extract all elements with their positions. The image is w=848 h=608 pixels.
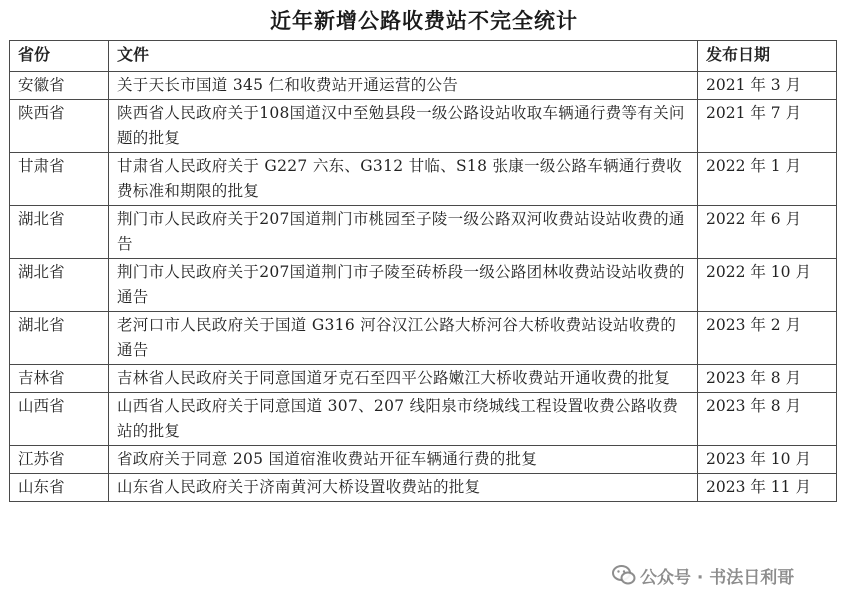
- document-cell: 关于天长市国道 345 仁和收费站开通运营的公告: [109, 72, 698, 100]
- date-cell: 2021 年 3 月: [698, 72, 837, 100]
- date-cell: 2023 年 10 月: [698, 446, 837, 474]
- document-cell: 山东省人民政府关于济南黄河大桥设置收费站的批复: [109, 474, 698, 502]
- toll-station-table: [9, 40, 837, 502]
- province-cell: 山东省: [10, 474, 109, 502]
- province-cell: 湖北省: [10, 259, 109, 312]
- document-cell: 山西省人民政府关于同意国道 307、207 线阳泉市绕城线工程设置收费公路收费站的批复: [109, 393, 698, 446]
- table-row: [10, 72, 837, 100]
- document-cell: 荆门市人民政府关于207国道荆门市桃园至子陵一级公路双河收费站设站收费的通告: [109, 206, 698, 259]
- province-cell: 湖北省: [10, 206, 109, 259]
- document-cell: 荆门市人民政府关于207国道荆门市子陵至砖桥段一级公路团林收费站设站收费的通告: [109, 259, 698, 312]
- watermark-text: 公众号 · 书法日利哥: [640, 567, 795, 588]
- table-row: [10, 474, 837, 502]
- province-cell: 江苏省: [10, 446, 109, 474]
- date-cell: 2021 年 7 月: [698, 100, 837, 153]
- date-cell: 2023 年 8 月: [698, 393, 837, 446]
- date-cell: 2023 年 11 月: [698, 474, 837, 502]
- table-title: 近年新增公路收费站不完全统计: [270, 9, 578, 33]
- province-cell: 安徽省: [10, 72, 109, 100]
- header-date: 发布日期: [698, 41, 837, 72]
- province-cell: 陕西省: [10, 100, 109, 153]
- wechat-official-account-icon: [612, 564, 636, 586]
- table-row: [10, 259, 837, 312]
- table-row: [10, 153, 837, 206]
- table-row: [10, 100, 837, 153]
- header-row: [10, 41, 837, 72]
- province-cell: 湖北省: [10, 312, 109, 365]
- header-document: 文件: [109, 41, 698, 72]
- watermark: [612, 562, 794, 588]
- date-cell: 2023 年 2 月: [698, 312, 837, 365]
- date-cell: 2022 年 1 月: [698, 153, 837, 206]
- date-cell: 2022 年 10 月: [698, 259, 837, 312]
- province-cell: 吉林省: [10, 365, 109, 393]
- table-row: [10, 206, 837, 259]
- header-province: 省份: [10, 41, 109, 72]
- date-cell: 2022 年 6 月: [698, 206, 837, 259]
- document-cell: 老河口市人民政府关于国道 G316 河谷汉江公路大桥河谷大桥收费站设站收费的通告: [109, 312, 698, 365]
- document-cell: 省政府关于同意 205 国道宿淮收费站开征车辆通行费的批复: [109, 446, 698, 474]
- document-cell: 陕西省人民政府关于108国道汉中至勉县段一级公路设站收取车辆通行费等有关问题的批复: [109, 100, 698, 153]
- table-row: [10, 365, 837, 393]
- date-cell: 2023 年 8 月: [698, 365, 837, 393]
- province-cell: 甘肃省: [10, 153, 109, 206]
- table-row: [10, 312, 837, 365]
- table-row: [10, 393, 837, 446]
- table-row: [10, 446, 837, 474]
- province-cell: 山西省: [10, 393, 109, 446]
- document-cell: 甘肃省人民政府关于 G227 六东、G312 甘临、S18 张康一级公路车辆通行费收费标准和期限的批复: [109, 153, 698, 206]
- document-cell: 吉林省人民政府关于同意国道牙克石至四平公路嫩江大桥收费站开通收费的批复: [109, 365, 698, 393]
